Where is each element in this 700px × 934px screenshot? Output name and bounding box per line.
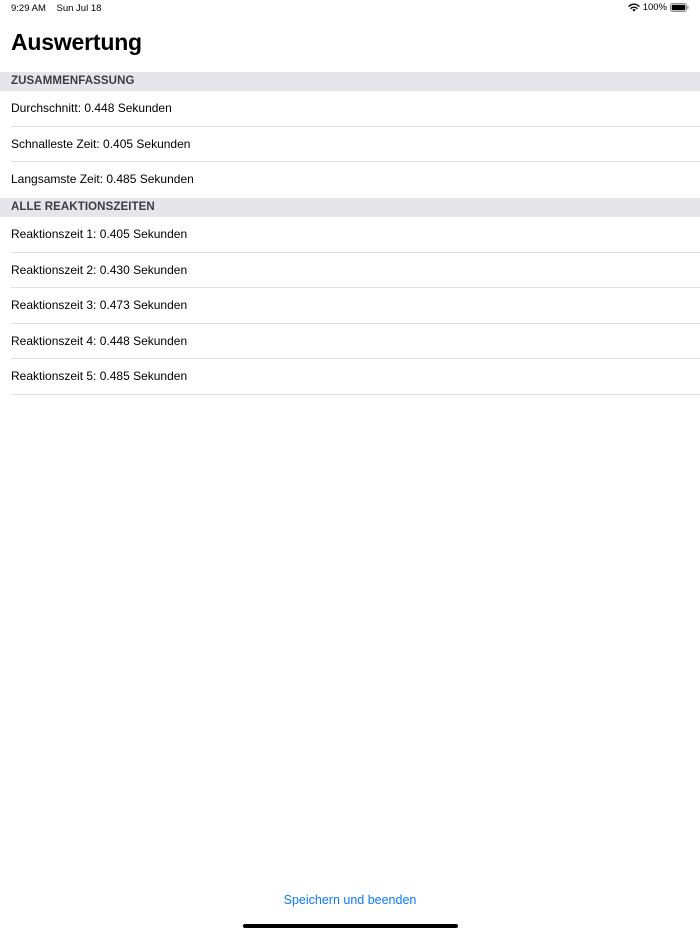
status-left — [11, 3, 101, 14]
reaction-time-row-4: Reaktionszeit 4: 0.448 Sekunden — [0, 324, 700, 360]
reaction-time-row-5: Reaktionszeit 5: 0.485 Sekunden — [0, 359, 700, 395]
status-time: 9:29 AM — [11, 3, 46, 14]
save-and-exit-button[interactable]: Speichern und beenden — [283, 893, 417, 907]
home-indicator[interactable] — [243, 924, 458, 928]
reaction-time-row-1: Reaktionszeit 1: 0.405 Sekunden — [0, 217, 700, 253]
battery-percentage: 100% — [642, 2, 667, 13]
status-bar — [0, 0, 700, 18]
battery-icon — [670, 3, 689, 12]
summary-slowest-row: Langsamste Zeit: 0.485 Sekunden — [11, 172, 194, 186]
summary-average-row: Durchschnitt: 0.448 Sekunden — [0, 91, 700, 127]
wifi-icon — [628, 3, 640, 12]
reaction-time-row-2: Reaktionszeit 2: 0.430 Sekunden — [0, 253, 700, 289]
section-header-summary: ZUSAMMENFASSUNG — [0, 72, 700, 91]
page-title: Auswertung — [11, 29, 142, 55]
summary-list — [0, 91, 700, 198]
status-right — [628, 2, 689, 13]
summary-fastest-row: Schnalleste Zeit: 0.405 Sekunden — [0, 127, 700, 163]
section-header-reaction-times: ALLE REAKTIONSZEITEN — [0, 198, 700, 217]
status-date: Sun Jul 18 — [56, 3, 102, 14]
reaction-times-list — [0, 217, 700, 395]
reaction-time-row-3: Reaktionszeit 3: 0.473 Sekunden — [0, 288, 700, 324]
